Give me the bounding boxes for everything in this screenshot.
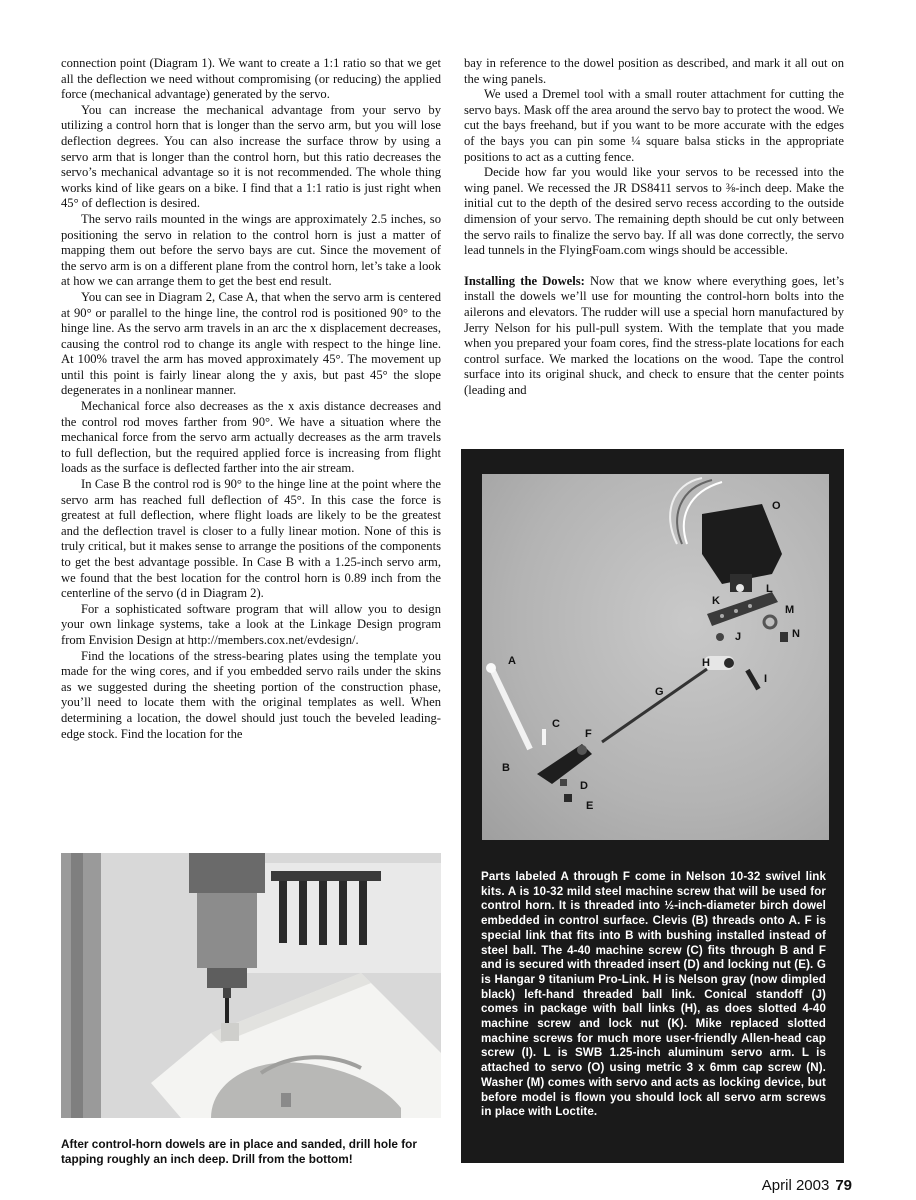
part-label-c: C	[552, 718, 560, 730]
parts-photo-caption: Parts labeled A through F come in Nelson 10-32 swivel link kits. A is 10-32 mild steel machine screw that will be used for control horn. It is threaded into ½-inch-diameter birch dowel embedded in control surface. Clevis (B) threads onto A. F is special link that fits into B with bushing installed instead of steel ball. The 4-40 machine screw (C) fits through B and F and is secured with threaded insert (D) and locking nut (E). G is Hangar 9 titanium Pro-Link. H is Nelson gray (now dimpled black) left-hand threaded ball link. Conical standoff (J) comes in package with ball links (H), as does slotted 4-40 machine screw and lock nut (K). Mike replaced slotted machine screws for much more user-friendly Allen-head cap screw (I). L is SWB 1.25-inch aluminum servo arm. L is attached to servo (O) using metric 3 x 6mm cap screw (N). Washer (M) comes with servo and acts as locking device, but before model is flown you should lock all servo arm screws in place with Loctite.	[481, 870, 826, 1119]
left-paragraph-1: connection point (Diagram 1). We want to create a 1:1 ratio so that we get all the deflection we need without compromising (or reducing) the applied force (mechanical advantage) generated by the servo.	[61, 56, 441, 102]
part-label-f: F	[585, 728, 592, 740]
part-label-k: K	[712, 595, 720, 607]
issue-date: April 2003	[761, 1177, 830, 1194]
section-installing-dowels	[464, 274, 844, 399]
part-label-h: H	[702, 657, 710, 669]
parts-photo	[482, 474, 829, 840]
left-text-column	[61, 56, 441, 742]
right-paragraph-3: Decide how far you would like your servos to be recessed into the wing panel. We recessed the JR DS8411 servos to ⅜-inch deep. Make the initial cut to the depth of the desired servo recess according to the outside dimension of your servo. The remaining depth should be cut only between the servo rails to finalize the servo bay. If all was done correctly, the servo lead tunnels in the FlyingFoam.com wings should be accessible.	[464, 165, 844, 258]
left-paragraph-6: In Case B the control rod is 90° to the hinge line at the point where the servo arm has reached full deflection of 45°. In this case the force is greatest at full deflection, where flight loads are likely to be the greatest and the deflection travel is closer to a fully linear motion. None of this is truly critical, but it makes sense to arrange the positions of the components to get the best advantage possible. In Case B with a 1.25-inch servo arm, we found that the best location for the control horn is 0.89 inch from the centerline of the servo (d in Diagram 2).	[61, 477, 441, 601]
part-label-i: I	[764, 673, 768, 685]
part-label-d: D	[580, 780, 588, 792]
left-paragraph-7: For a sophisticated software program that will allow you to design your own linkage systems, take a look at the Linkage Design program from Envision Design at http://members.cox.net/evdesign/.	[61, 601, 441, 647]
left-paragraph-4: You can see in Diagram 2, Case A, that when the servo arm is centered at 90° or parallel to the hinge line, the control rod is positioned 90° to the hinge line. As the servo arm travels in an arc the x displacement decreases, causing the control rod to change its angle with respect to the hinge line. At 100% travel the arm has moved approximately 45°. The movement up until this point is fairly linear along the y axis, but past 45° the slope degenerates in a nonlinear manner.	[61, 289, 441, 398]
left-paragraph-3: The servo rails mounted in the wings are approximately 2.5 inches, so positioning the servo in relation to the control horn is just a matter of mapping them out before the servo bays are cut. Since the movement of the servo arm is on a different plane from the control horn, let’s take a look at how we can arrange them to get the best end result.	[61, 211, 441, 289]
part-label-o: O	[772, 500, 781, 512]
part-label-n: N	[792, 628, 800, 640]
part-label-g: G	[655, 686, 664, 698]
page-footer	[762, 1177, 852, 1194]
left-paragraph-8: Find the locations of the stress-bearing plates using the template you made for the wing cores, and if you embedded servo rails under the skins as we suggested during the sheeting portion of the construction phase, you’ll need to locate them with the original templates as well. When determining a location, the dowel should just touch the beveled leading-edge stock. Find the location for the	[61, 648, 441, 741]
part-label-l: L	[766, 583, 773, 595]
drill-photo-caption: After control-horn dowels are in place and sanded, drill hole for tapping roughly an inch deep. Drill from the bottom!	[61, 1137, 417, 1166]
right-text-column	[464, 56, 844, 398]
part-label-a: A	[508, 655, 516, 667]
part-label-b: B	[502, 762, 510, 774]
left-paragraph-5: Mechanical force also decreases as the x axis distance decreases and the control rod moves farther from 90°. We have a situation where the mechanical force from the servo arm actually decreases as the arm travels to full deflection, but the required applied force is increasing from flight loads as the surface is deflected farther into the air stream.	[61, 399, 441, 476]
drill-press-illustration	[61, 853, 441, 1118]
part-label-m: M	[785, 604, 795, 616]
section-text: Now that we know where everything goes, let’s install the dowels we’ll use for mounting the control-horn bolts into the ailerons and elevators. The rudder will use a special horn manufactured by Jerry Nelson for his pull-pull system. With the template that you made when you prepared your foam cores, find the stress-plate locations for each control surface. We marked the locations on the wood. Tape the control surface into its original shuck, and check to ensure that the center points (leading and	[464, 273, 844, 397]
right-paragraph-1: bay in reference to the dowel position as described, and mark it all out on the wing panels.	[464, 56, 844, 86]
left-paragraph-2: You can increase the mechanical advantage from your servo by utilizing a control horn that is longer than the servo arm, but you will lose deflection degrees. You can also increase the surface throw by using a servo arm that is longer than the control horn, but this ratio decreases the servo’s mechanical advantage so it is not recommended. The whole thing works kind of like gears on a bike. I find that a 1:1 ratio is just right when 45° of deflection is desired.	[61, 102, 441, 211]
drill-press-photo	[61, 853, 441, 1118]
right-paragraph-2: We used a Dremel tool with a small router attachment for cutting the servo bays. Mask off the area around the servo bay to protect the wood. We cut the bays freehand, but if you want to be more accurate with the edges of the bays you can pin some ¼ square balsa sticks in the appropriate positions to act as a cutting fence.	[464, 87, 844, 164]
section-heading: Installing the Dowels:	[464, 273, 585, 288]
parts-illustration	[482, 474, 829, 840]
part-label-e: E	[586, 800, 594, 812]
part-label-j: J	[735, 631, 742, 643]
page-number: 79	[835, 1177, 852, 1194]
